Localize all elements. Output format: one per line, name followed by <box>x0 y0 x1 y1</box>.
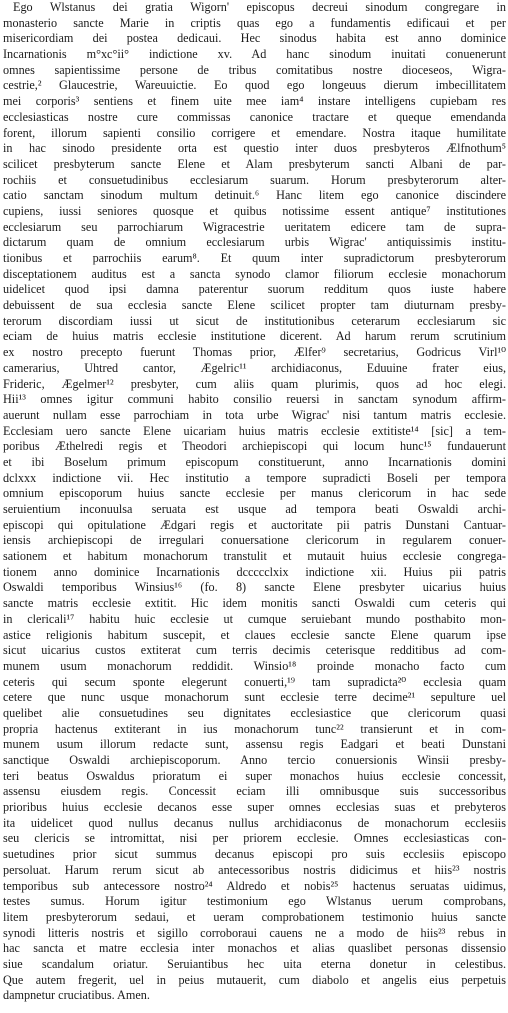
text-line: terorum discordiam iussi ut sicut de institutionibus ceterarum ecclesiarum sic <box>3 313 506 328</box>
text-line: propria hactenus extiterant in ius monachorum tunc²² transierunt et in com- <box>3 721 506 736</box>
text-line: dampnetur cruciatibus. Amen. <box>3 988 150 1003</box>
text-line: ecclesiasticas nostre cure commissas canonice tractare et queque emendanda <box>3 109 506 124</box>
text-line: mei corporis³ sentiens et finem uite mee iam⁴ instare intelligens cupiebam res <box>3 94 506 109</box>
text-line: munem usum monachorum reddidit. Winsio¹⁸ proinde monacho facto cum <box>3 658 506 673</box>
text-line: debuissent de sua ecclesia sancte Elene scilicet propter tam diuturnam presby- <box>3 298 506 313</box>
text-line: suetudines prior sicut summus decanus episcopi pro suis ecclesiis episcopo <box>3 847 506 862</box>
text-line: episcopi qui opitulatione Ædgari regis et auctoritate pii patris Dunstani Cantuar- <box>3 517 506 532</box>
text-line: tionibus et parrochiis earum⁸. Et quum inter supradictorum presbyterorum <box>3 251 506 265</box>
text-line: synodi litteris nostris et sigillo corroboraui cauens ne a modo de hiis²³ rebus in <box>3 925 506 940</box>
text-line: in clericali¹⁷ habitu huic ecclesie ut cumque seruiebant mundo posthabito mon- <box>3 611 506 626</box>
text-line: assensu eiusdem regis. Concessit eciam illi omnibusque suis successoribus <box>3 784 506 799</box>
text-line: in hac sinodo presidente orta est questio inter duos presbyteros Ælfnothum⁵ <box>3 141 506 156</box>
text-line: prioribus huius ecclesie decanos esse super omnes ecclesias suas et prebyteros <box>3 800 506 815</box>
text-line: rochiis et consuetudinibus ecclesiarum suarum. Horum presbyterorum alter- <box>3 172 506 187</box>
text-line: seruientium inconuulsa seruata est usque ad tempora beati Oswaldi archi- <box>3 502 506 516</box>
text-line: misericordiam dei postea dedicaui. Hec sinodus habita est anno dominice <box>3 31 506 46</box>
text-line: Hii¹³ omnes igitur communi habito consilio reuersi in sanctam synodum affirm- <box>3 392 506 407</box>
text-line: scilicet presbyterum sancte Elene et Alam presbyterum sancti Albani de par- <box>3 156 506 171</box>
text-line: quelibet alie consuetudines seu dignitates ecclesiastice que clericorum quasi <box>3 705 506 720</box>
text-line: Oswaldi temporibus Winsius¹⁶ (fo. 8) sancte Elene presbyter uicarius huius <box>3 580 506 595</box>
text-line: persoluat. Harum rerum sicut ab antecessoribus nostris didicimus et hiis²³ nostris <box>3 862 506 877</box>
text-line: sancte matris ecclesie extitit. Hic idem monitis sancti Oswaldi cum ceteris qui <box>3 596 506 611</box>
text-line: Que autem fregerit, uel in peius mutauerit, cum diabolo et angelis eius perpetuis <box>3 972 506 987</box>
text-line: uidelicet quod ipsi damna paterentur suorum redditum quos iuste habere <box>3 282 506 297</box>
text-line: teri beatus Oswaldus prioratum ei super monachos huius ecclesie concessit, <box>3 768 506 783</box>
text-line: temporibus sub antecessore nostro²⁴ Aldredo et nobis²⁵ hactenus seruatas uidimus, <box>3 878 506 893</box>
text-line: cetere que nunc usque monachorum sunt ecclesie terre decime²¹ sepulture uel <box>3 690 506 705</box>
text-line: testes sumus. Horum igitur testimonium ego Wlstanus uerum comprobans, <box>3 894 506 909</box>
text-line: disceptationem auditus est a sancta synodo clamor filiorum ecclesie monachorum <box>3 266 506 281</box>
text-line: ex nostro precepto fuerunt Thomas prior, Ælfer⁹ secretarius, Godricus Virl¹⁰ <box>3 345 506 360</box>
text-line: sicut uicarius custos extiterat cum terris decimis ceterisque redditibus ad com- <box>3 643 506 658</box>
text-line: Frideric, Ægelmer¹² presbyter, cum aliis quam plurimis, quos ad hoc elegi. <box>3 376 506 391</box>
charter-text <box>3 0 506 1004</box>
text-line: poribus Æthelredi regis et Theodori archiepiscopi qui locum hunc¹⁵ fundauerunt <box>3 439 506 454</box>
text-line: Ego Wlstanus dei gratia Wigorn' episcopus decreui sinodum congregare in <box>13 0 506 14</box>
text-line: munem usum illorum redacte sunt, assensu regis Eadgari et beati Dunstani <box>3 737 506 752</box>
text-line: camerarius, Uhtred cantor, Ægelric¹¹ archidiaconus, Eduuine frater eius, <box>3 360 506 375</box>
text-line: auerunt nullam esse parrochiam in tota urbe Wigrac' nisi tantum matris ecclesie. <box>3 407 506 422</box>
text-line: omnes sapientissime persone de tribus comitatibus nostre dioceseos, Wigra- <box>3 62 506 77</box>
text-line: siue scandalum oriatur. Seruiantibus hec uita eterna donetur in celestibus. <box>3 956 506 971</box>
text-line: dictarum quam de omnium ecclesiarum urbis Wigrac' antiquissimis institu- <box>3 235 506 250</box>
text-line: catio sanctam sinodum multum detinuit.⁶ Hanc litem ego canonice discindere <box>3 188 506 203</box>
text-line: tionem anno dominice Incarnationis dccccclxix indictione xii. Huius pii patris <box>3 564 506 579</box>
text-line: eciam de huius matris ecclesie institutione dicerent. Ad harum rerum scrutinium <box>3 329 506 344</box>
text-line: omnium episcoporum huius sancte ecclesie per manus clericorum in hac sede <box>3 486 506 501</box>
text-line: astice religionis habitum suscepit, et claues ecclesie sancte Elene quarum ipse <box>3 627 506 642</box>
text-line: Incarnationis m°xc°ii° indictione xv. Ad hanc sinodum inuitati conuenerunt <box>3 47 506 62</box>
text-line: sanctique Oswaldi archiepiscoporum. Anno tercio conuersionis Winsii presby- <box>3 753 506 767</box>
text-line: et ibi Boselum primum episcopum constituerunt, anno Incarnationis domini <box>3 454 506 469</box>
text-line: ceteris qui secum sponte elegerunt conuerti,¹⁹ tam supradicta²⁰ ecclesia quam <box>3 674 506 689</box>
text-line: sationem et habitum monachorum transtulit et mutauit huius ecclesie congrega- <box>3 549 506 564</box>
text-line: litem presbyterorum sedaui, et ueram comprobationem testimonio huius sancte <box>3 909 506 924</box>
text-line: cestrie,² Glaucestrie, Wareuuictie. Eo quod ego longeuus dierum imbecillitatem <box>3 78 506 93</box>
text-line: cupiens, iussi seniores quosque et quibus notissime essent antique⁷ institutiones <box>3 203 506 218</box>
text-line: ita uidelicet quod nullus decanus nullus archidiaconus de monachorum ecclesiis <box>3 815 506 830</box>
text-line: forent, illorum sapienti consilio corrigere et emendare. Nostra itaque humilitate <box>3 125 506 140</box>
text-line: seu clericis se intromittat, nisi per priorem ecclesie. Omnes ecclesiasticas con- <box>3 831 506 846</box>
text-line: ecclesiarum seu parrochiarum Wigracestrie ueritatem edicere tam de supra- <box>3 219 506 234</box>
text-line: hac sancta et matre ecclesia inter monachos et alias quaslibet personas dissensio <box>3 941 506 956</box>
text-line: iensis archiepiscopi de irregulari conuersatione clericorum in regularem conuer- <box>3 533 506 548</box>
text-line: dclxxx indictione vii. Hec institutio a tempore supradicti Boseli per tempora <box>3 470 506 485</box>
text-line: Ecclesiam uero sancte Elene uicariam huius matris ecclesie extitiste¹⁴ [sic] a tem- <box>3 423 506 438</box>
text-line: monasterio sancte Marie in criptis quas ego a fundamentis edificaui et per <box>3 15 506 30</box>
